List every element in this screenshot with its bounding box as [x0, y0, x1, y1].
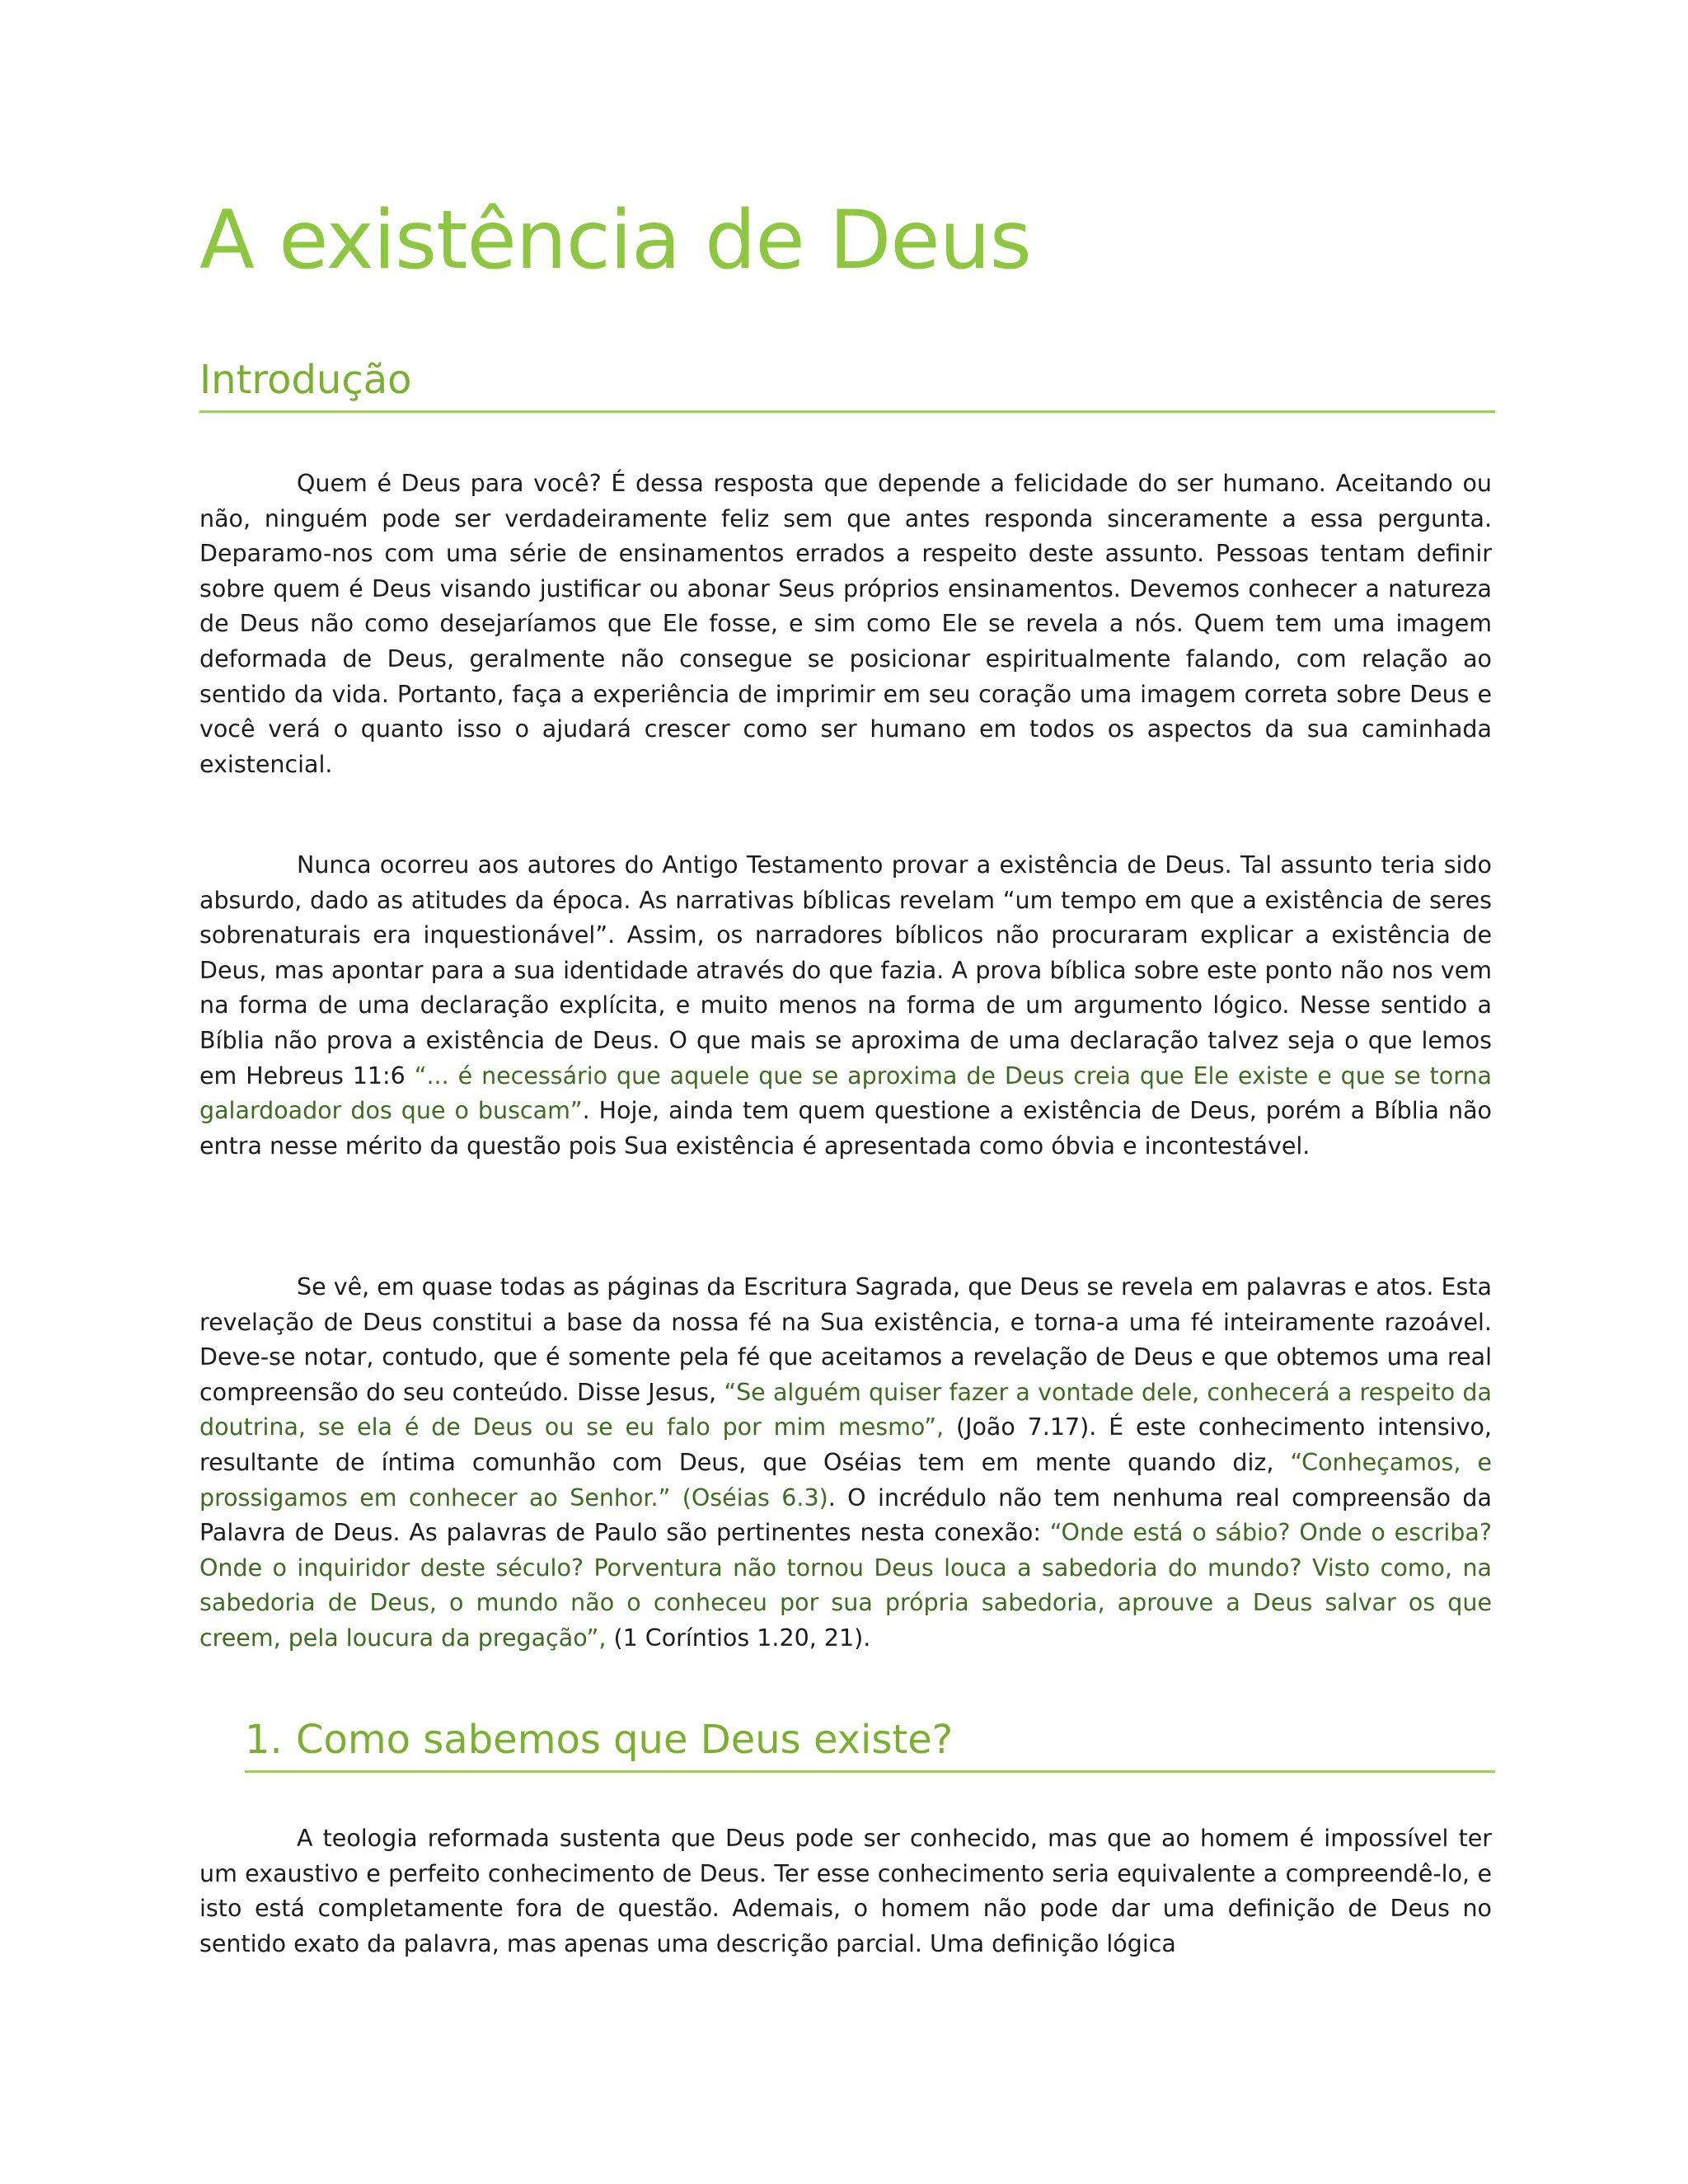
section-1-heading — [245, 1711, 1495, 1773]
paragraph-2-text-before: Nunca ocorreu aos autores do Antigo Testamento provar a existência de Deus. Tal assunto teria sido absurdo, dado as atitudes da época. As narrativas bíblicas revelam “um tempo em que a existência de seres sobrenaturais era inquestionável”. Assim, os narradores bíblicos não procuraram explicar a existência de Deus, mas apontar para a sua identidade através do que fazia. A prova bíblica sobre este ponto não nos vem na forma de uma declaração explícita, e muito menos na forma de um argumento lógico. Nesse sentido a Bíblia não prova a existência de Deus. O que mais se aproxima de uma declaração talvez seja o que lemos em Hebreus 11:6 — [199, 851, 1492, 1090]
hebrews-quote: “... é necessário que aquele que se aproxima de Deus creia que Ele existe e que se torna galardoador dos que o buscam” — [199, 1062, 1492, 1125]
section-1-paragraph-1: A teologia reformada sustenta que Deus pode ser conhecido, mas que ao homem é impossível ter um exaustivo e perfeito conhecimento de Deus. Ter esse conhecimento seria equivalente a compreendê-lo, e isto está completamente fora de questão. Ademais, o homem não pode dar uma definição de Deus no sentido exato da palavra, mas apenas uma descrição parcial. Uma definição lógica — [199, 1825, 1492, 1957]
paragraph-2-text-after: . Hoje, ainda tem quem questione a existência de Deus, porém a Bíblia não entra nesse mérito da questão pois Sua existência é apresentada como óbvia e incontestável. — [199, 1097, 1492, 1160]
introduction-paragraph-1: Quem é Deus para você? É dessa resposta que depende a felicidade do ser humano. Aceitando ou não, ninguém pode ser verdadeiramente feliz sem que antes responda sinceramente a essa pergunta. Deparamo-nos com uma série de ensinamentos errados a respeito deste assunto. Pessoas tentam definir sobre quem é Deus visando justificar ou abonar Seus próprios ensinamentos. Devemos conhecer a natureza de Deus não como desejaríamos que Ele fosse, e sim como Ele se revela a nós. Quem tem uma imagem deformada de Deus, geralmente não consegue se posicionar espiritualmente falando, com relação ao sentido da vida. Portanto, faça a experiência de imprimir em seu coração uma imagem correta sobre Deus e você verá o quanto isso o ajudará crescer como ser humano em todos os aspectos da sua caminhada existencial. — [199, 470, 1492, 778]
corinthians-quote: “Onde está o sábio? Onde o escriba? Onde o inquiridor deste século? Porventura não tornou Deus louca a sabedoria do mundo? Visto como, na sabedoria de Deus, o mundo não o conheceu por sua própria sabedoria, aprouve a Deus salvar os que creem, pela loucura da pregação”, — [199, 1519, 1492, 1652]
section-1-number: 1. — [245, 1717, 283, 1763]
paragraph-3-text-3: . O incrédulo não tem nenhuma real compreensão da Palavra de Deus. As palavras de Paulo são pertinentes nesta conexão: — [199, 1483, 1492, 1547]
document-title: A existência de Deus — [199, 194, 1031, 288]
john-quote: “Se alguém quiser fazer a vontade dele, conhecerá a respeito da doutrina, se ela é de Deus ou se eu falo por mim mesmo”, — [199, 1378, 1492, 1441]
paragraph-3-text-2: (João 7.17). É este conhecimento intensivo, resultante de íntima comunhão com Deus, que Oséias tem em mente quando diz, — [199, 1413, 1492, 1476]
introduction-paragraph-3 — [199, 1270, 1492, 1657]
paragraph-3-text-4: (1 Coríntios 1.20, 21). — [606, 1624, 871, 1652]
hosea-quote: “Conheçamos, e prossigamos em conhecer ao Senhor.” (Oséias 6.3) — [199, 1448, 1492, 1511]
section-1-title: Como sabemos que Deus existe? — [296, 1717, 954, 1763]
introduction-paragraph-2 — [199, 848, 1492, 1164]
introduction-heading: Introdução — [199, 351, 1495, 413]
paragraph-3-text-1: Se vê, em quase todas as páginas da Escritura Sagrada, que Deus se revela em palavras e atos. Esta revelação de Deus constitui a base da nossa fé na Sua existência, e torna-a uma fé inteiramente razoável. Deve-se notar, contudo, que é somente pela fé que aceitamos a revelação de Deus e que obtemos uma real compreensão do seu conteúdo. Disse Jesus, — [199, 1273, 1492, 1406]
